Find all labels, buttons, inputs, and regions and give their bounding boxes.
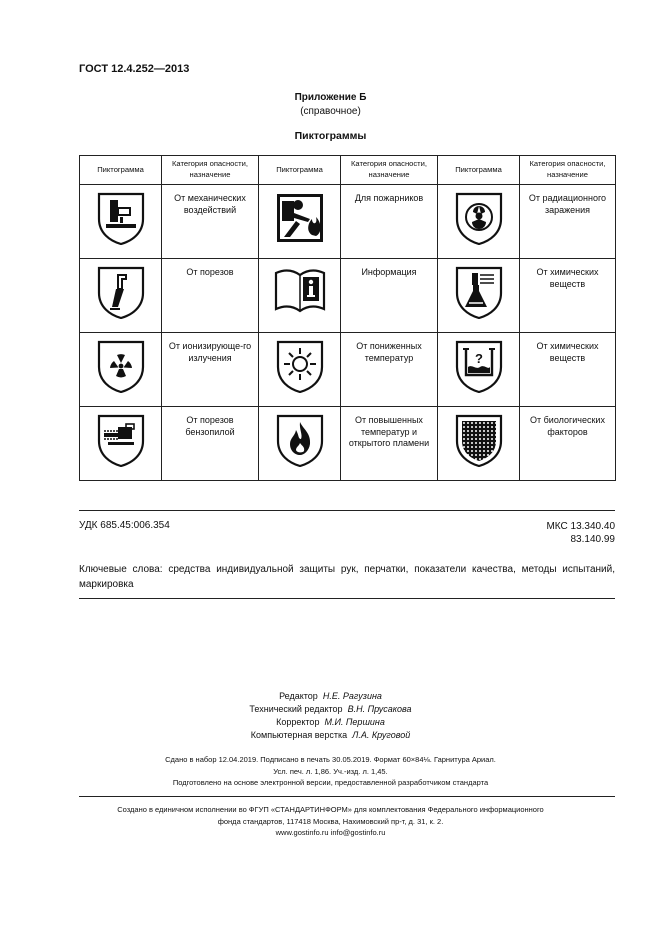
flame-icon <box>275 413 325 467</box>
credit-line: Технический редактор В.Н. Прусакова <box>249 704 412 715</box>
mks-code-1: МКС 13.340.40 <box>546 521 615 532</box>
low-temperature-icon <box>275 339 325 393</box>
credit-line: Корректор М.И. Першина <box>276 717 385 728</box>
footer-line: фонда стандартов, 117418 Москва, Нахимовский пр-т, д. 31, к. 2. <box>217 816 444 826</box>
category-cell: Для пожарников <box>341 185 438 259</box>
document-code: ГОСТ 12.4.252—2013 <box>79 63 190 75</box>
category-cell: От механических воздействий <box>162 185 259 259</box>
category-cell: От химических веществ <box>520 259 616 333</box>
category-cell: От порезов бензопилой <box>162 407 259 481</box>
keywords: Ключевые слова: средства индивидуальной защиты рук, перчатки, показатели качества, методы испытаний, маркировка <box>79 564 615 590</box>
section-heading: Пиктограммы <box>294 130 367 142</box>
table-row <box>80 185 616 259</box>
information-icon <box>273 265 327 315</box>
category-cell: Информация <box>341 259 438 333</box>
category-cell: От пониженных температур <box>341 333 438 407</box>
section-divider <box>79 598 615 599</box>
pictogram-cell <box>438 407 520 481</box>
category-cell: От ионизирующе-го излучения <box>162 333 259 407</box>
svg-text:?: ? <box>474 351 483 366</box>
appendix-subtitle: (справочное) <box>300 106 361 117</box>
ionizing-radiation-icon <box>96 339 146 393</box>
category-cell: От химических веществ <box>520 333 616 407</box>
pictogram-cell <box>438 333 520 407</box>
udk-code: УДК 685.45:006.354 <box>79 520 170 531</box>
imprint-line: Сдано в набор 12.04.2019. Подписано в печать 30.05.2019. Формат 60×84⅛. Гарнитура Ариал. <box>165 755 496 764</box>
category-cell: От порезов <box>162 259 259 333</box>
footer-line: www.gostinfo.ru info@gostinfo.ru <box>275 828 386 838</box>
pictogram-table <box>79 155 616 481</box>
pictogram-cell <box>80 333 162 407</box>
pictogram-cell <box>438 185 520 259</box>
footer-divider <box>79 796 615 797</box>
table-row <box>80 259 616 333</box>
table-header-row <box>80 156 616 185</box>
category-cell: От биологических факторов <box>520 407 616 481</box>
mechanical-hazard-icon <box>96 191 146 245</box>
mks-code-2: 83.140.99 <box>570 534 615 545</box>
pictogram-cell <box>438 259 520 333</box>
section-divider <box>79 510 615 511</box>
mks-codes <box>500 520 615 546</box>
column-header-category: Категория опасности, назначение <box>162 156 259 185</box>
pictogram-cell <box>80 259 162 333</box>
biohazard-icon <box>454 413 504 467</box>
pictogram-cell <box>259 185 341 259</box>
credit-line: Компьютерная верстка Л.А. Круговой <box>250 730 411 741</box>
chemical-resistance-icon <box>454 339 504 393</box>
footer-block <box>0 804 661 839</box>
chainsaw-icon <box>96 413 146 467</box>
column-header-category: Категория опасности, назначение <box>520 156 616 185</box>
table-row <box>80 407 616 481</box>
table-row <box>80 333 616 407</box>
column-header-pictogram: Пиктограмма <box>80 156 162 185</box>
footer-line: Создано в единичном исполнении во ФГУП «СТАНДАРТИНФОРМ» для комплектования Федерального информационного <box>117 805 544 814</box>
imprint-block <box>0 754 661 789</box>
firefighter-icon <box>274 191 326 245</box>
appendix-title: Приложение Б <box>294 92 367 103</box>
column-header-category: Категория опасности, назначение <box>341 156 438 185</box>
pictogram-cell <box>80 185 162 259</box>
radioactive-contamination-icon <box>454 191 504 245</box>
credits-block <box>0 690 661 742</box>
pictogram-cell <box>80 407 162 481</box>
cut-hazard-icon <box>96 265 146 319</box>
pictogram-cell <box>259 333 341 407</box>
chemical-hazard-icon <box>454 265 504 319</box>
column-header-pictogram: Пиктограмма <box>438 156 520 185</box>
pictogram-cell <box>259 259 341 333</box>
category-cell: От радиационного заражения <box>520 185 616 259</box>
column-header-pictogram: Пиктограмма <box>259 156 341 185</box>
pictogram-cell <box>259 407 341 481</box>
imprint-line: Усл. печ. л. 1,86. Уч.-изд. л. 1,45. <box>273 766 388 776</box>
imprint-line: Подготовлено на основе электронной версии, предоставленной разработчиком стандарта <box>172 778 489 788</box>
category-cell: От повышенных температур и открытого пламени <box>341 407 438 481</box>
credit-line: Редактор Н.Е. Рагузина <box>279 691 382 701</box>
